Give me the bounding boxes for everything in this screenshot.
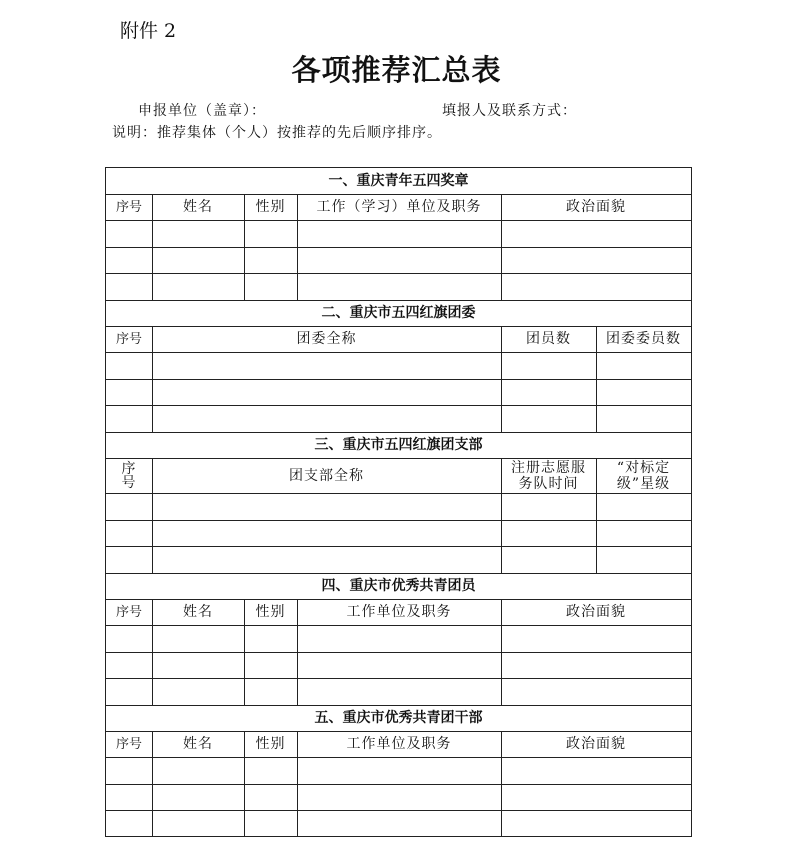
declarant-field: 申报单位（盖章）：	[138, 103, 266, 119]
header-seq: 序号	[121, 460, 137, 491]
header-committee-name: 团委全称	[296, 331, 357, 347]
contact-field: 填报人及联系方式：	[442, 103, 577, 119]
data-rows[interactable]	[106, 757, 691, 837]
header-name: 姓名	[183, 736, 213, 752]
header-seq: 序号	[115, 604, 142, 620]
section-red-flag-branch	[106, 432, 691, 573]
header-political-status: 政治面貌	[566, 199, 626, 215]
page-title: 各项推荐汇总表	[291, 53, 502, 87]
header-unit: 工作单位及职务	[346, 604, 452, 620]
section-title: 三、重庆市五四红旗团支部	[314, 437, 483, 453]
header-political-status: 政治面貌	[566, 736, 626, 752]
data-rows[interactable]	[106, 352, 691, 432]
header-committee-member-count: 团委委员数	[606, 331, 681, 347]
section-red-flag-committee	[106, 300, 691, 432]
section-title: 四、重庆市优秀共青团员	[321, 578, 476, 594]
header-unit: 工作（学习）单位及职务	[316, 199, 482, 215]
header-seq: 序号	[115, 199, 142, 215]
header-name: 姓名	[183, 199, 213, 215]
data-rows[interactable]	[106, 493, 691, 573]
header-volunteer-time: 注册志愿服务队时间	[511, 459, 586, 492]
header-star-rating: “对标定级”星级	[616, 459, 671, 492]
header-seq: 序号	[115, 736, 142, 752]
header-name: 姓名	[183, 604, 213, 620]
header-unit: 工作单位及职务	[346, 736, 452, 752]
data-rows[interactable]	[106, 220, 691, 300]
data-rows[interactable]	[106, 625, 691, 705]
header-gender: 性别	[255, 736, 286, 752]
header-member-count: 团员数	[526, 331, 571, 347]
section-youth-medal	[106, 168, 691, 300]
instruction-note: 说明：推荐集体（个人）按推荐的先后顺序排序。	[112, 125, 442, 141]
section-title: 五、重庆市优秀共青团干部	[314, 710, 483, 726]
header-political-status: 政治面貌	[566, 604, 626, 620]
section-excellent-cadre	[106, 705, 691, 837]
section-excellent-member	[106, 573, 691, 705]
header-branch-name: 团支部全称	[289, 467, 364, 484]
summary-table	[105, 167, 692, 837]
section-title: 一、重庆青年五四奖章	[328, 173, 469, 189]
attachment-label: 附件 2	[120, 20, 177, 42]
header-gender: 性别	[255, 199, 286, 215]
section-title: 二、重庆市五四红旗团委	[321, 305, 476, 321]
header-seq: 序号	[115, 331, 142, 347]
header-gender: 性别	[255, 604, 286, 620]
